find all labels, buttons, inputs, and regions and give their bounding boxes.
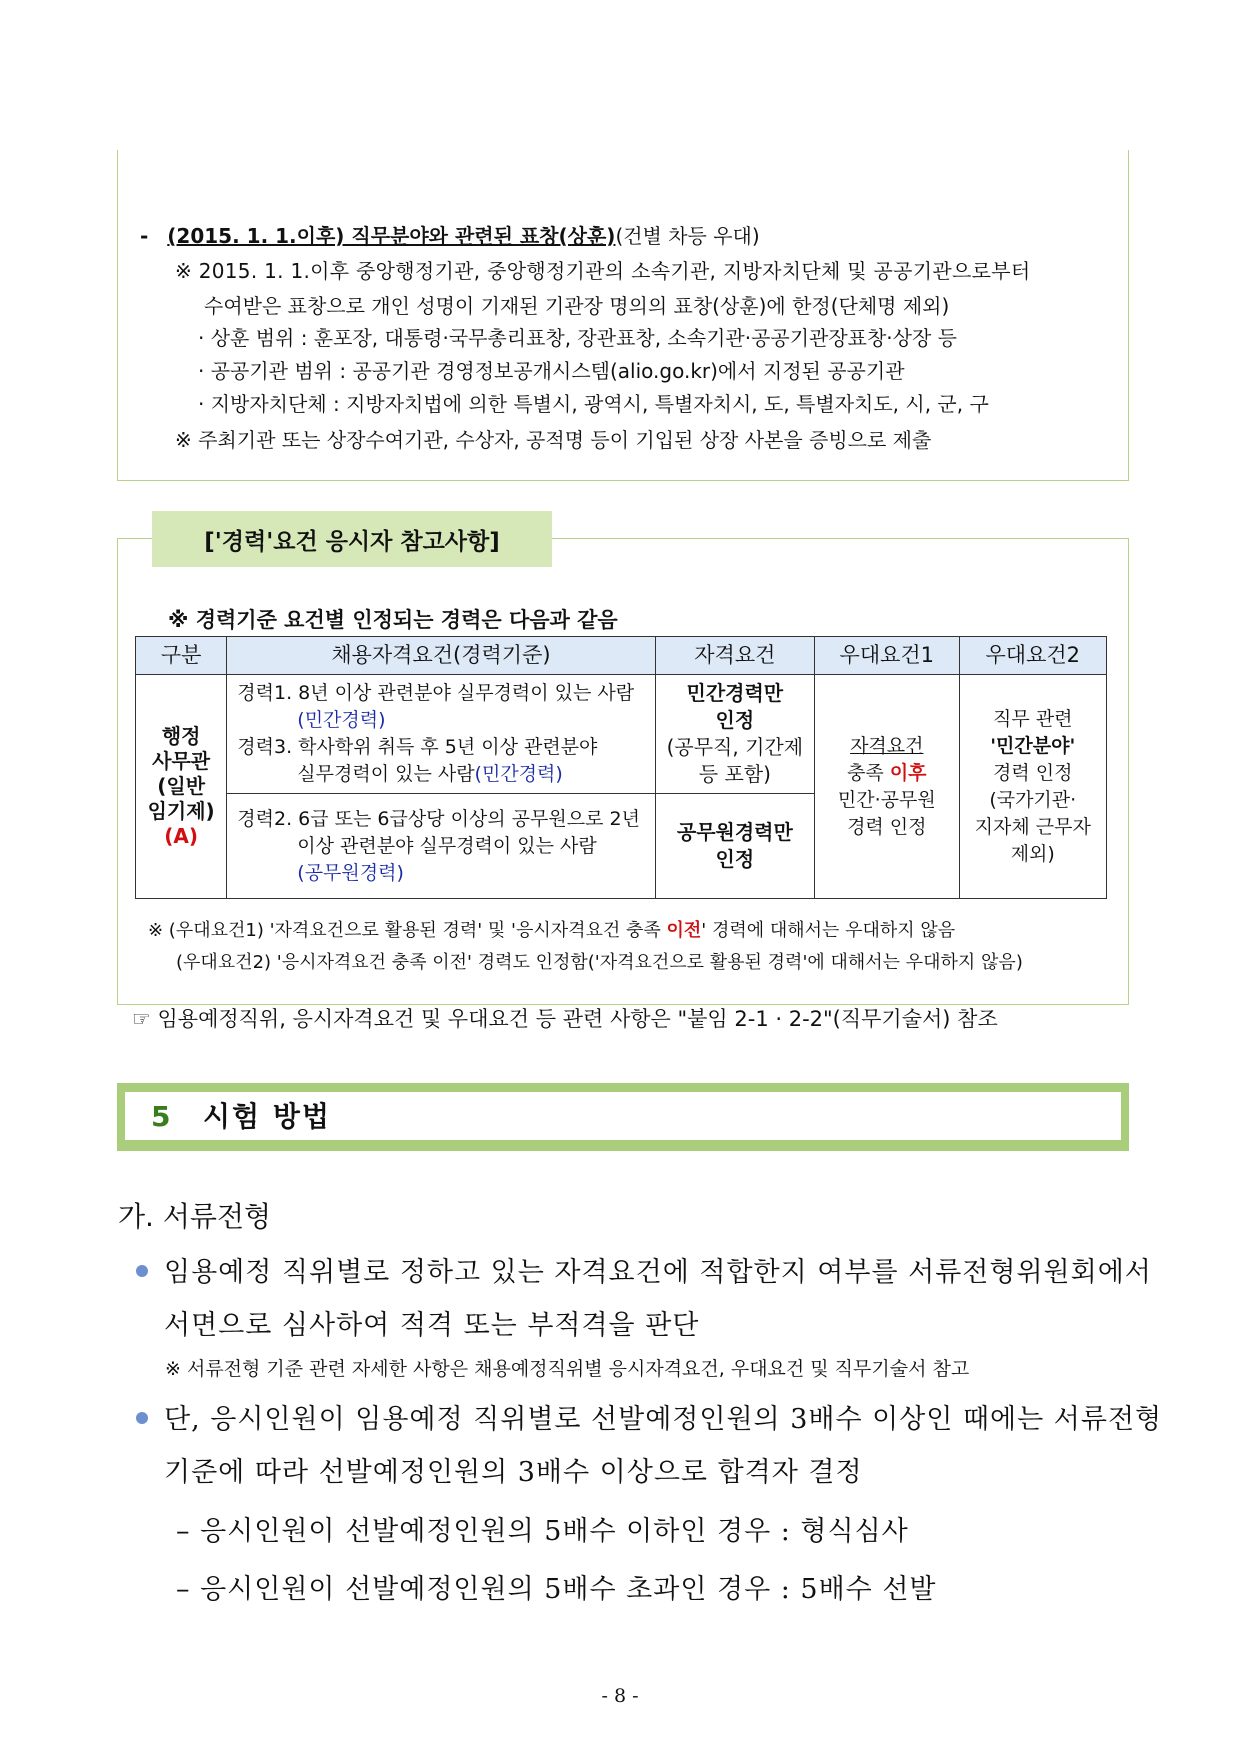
award-heading-tail: (건별 차등 우대) [615, 224, 760, 248]
experience-footnote1 [148, 916, 955, 942]
header-preference1: 우대요건1 [815, 637, 959, 675]
footnote1-text: ※ (우대요건1) '자격요건으로 활용된 경력' 및 '응시자격요건 충족 [148, 920, 667, 941]
pref2-line: '민간분야' [990, 734, 1076, 757]
header-qualification: 자격요건 [655, 637, 814, 675]
row-label [136, 675, 227, 899]
award-evidence-note: ※ 주최기관 또는 상장수여기관, 수상자, 공적명 등이 기입된 상장 사본을 증빙으로 제출 [175, 428, 932, 452]
preference2-cell [959, 675, 1106, 899]
qual-private-line: 민간경력만 [686, 681, 784, 705]
qual-private-line: 인정 [715, 708, 755, 732]
section-banner [117, 1083, 1129, 1151]
pref2-line: (국가기관· [989, 788, 1077, 811]
review-note: ※ 서류전형 기준 관련 자세한 사항은 채용예정직위별 응시자격요건, 우대요건 및 직무기술서 참고 [165, 1358, 970, 1380]
header-requirement: 채용자격요건(경력기준) [227, 637, 655, 675]
section-title: 시험 방법 [203, 1100, 331, 1133]
table-header-row [136, 637, 1107, 675]
career2-line2: 이상 관련분야 실무경력이 있는 사람 [297, 834, 597, 857]
page-number: - 8 - [601, 1685, 639, 1707]
row-label-line: (일반 [157, 774, 206, 798]
preference1-cell [815, 675, 959, 899]
award-note-line1: ※ 2015. 1. 1.이후 중앙행정기관, 중앙행정기관의 소속기관, 지방자치단체 및 공공기관으로부터 [175, 259, 1031, 283]
pref1-after: 이후 [889, 761, 927, 784]
career-private-cell [227, 675, 655, 794]
pref1-line: 자격요건 [850, 734, 924, 757]
career-public-cell [227, 794, 655, 899]
header-category: 구분 [136, 637, 227, 675]
career1-line1: 경력1. 8년 이상 관련분야 실무경력이 있는 사람 [237, 682, 635, 704]
career3-line2: 실무경력이 있는 사람 [297, 763, 475, 785]
experience-table [135, 636, 1107, 899]
bullet-icon [136, 1265, 148, 1277]
experience-footnote2: (우대요건2) '응시자격요건 충족 이전' 경력도 인정함('자격요건으로 활용된 경력'에 대해서는 우대하지 않음) [176, 952, 1023, 973]
footnote1-text-end: ' 경력에 대해서는 우대하지 않음 [701, 920, 956, 941]
award-heading [140, 224, 760, 248]
subsection-heading: 가. 서류전형 [118, 1200, 272, 1233]
career3-tag: (민간경력) [474, 763, 563, 785]
row-label-code: (A) [164, 824, 199, 848]
footnote1-before: 이전 [666, 920, 702, 941]
award-item-public-institution: · 공공기관 범위 : 공공기관 경영정보공개시스템(alio.go.kr)에서 지정된 공공기관 [198, 359, 905, 383]
career2-line1: 경력2. 6급 또는 6급상당 이상의 공무원으로 2년 [237, 807, 640, 830]
pref2-line: 경력 인정 [993, 761, 1073, 784]
bullet1-line1: 임용예정 직위별로 정하고 있는 자격요건에 적합한지 여부를 서류전형위원회에서 [164, 1257, 1152, 1288]
row-label-line: 임기제) [147, 799, 215, 823]
qual-private-note: (공무직, 기간제 [666, 735, 804, 759]
award-note-line2: 수여받은 표창으로 개인 성명이 기재된 기관장 명의의 표창(상훈)에 한정(단체명 제외) [204, 294, 950, 318]
section-number: 5 [151, 1100, 171, 1133]
qualification-private-cell [655, 675, 814, 794]
pref1-line: 민간·공무원 [837, 788, 936, 811]
qualification-public-cell [655, 794, 814, 899]
career3-line1: 경력3. 학사학위 취득 후 5년 이상 관련분야 [237, 736, 598, 758]
award-item-local-government: · 지방자치단체 : 지방자치법에 의한 특별시, 광역시, 특별자치시, 도, 특별자치도, 시, 군, 구 [198, 392, 989, 416]
reference-note: ☞ 임용예정직위, 응시자격요건 및 우대요건 등 관련 사항은 "붙임 2-1 · 2-2"(직무기술서) 참조 [132, 1007, 998, 1031]
experience-box-top-border-right [552, 538, 1128, 539]
experience-box-top-border-left [117, 538, 152, 539]
award-heading-dash: - [140, 224, 149, 248]
bullet2-line2: 기준에 따라 선발예정인원의 3배수 이상으로 합격자 결정 [164, 1457, 863, 1488]
qual-public-line: 인정 [715, 847, 755, 871]
experience-intro: ※ 경력기준 요건별 인정되는 경력은 다음과 같음 [168, 608, 618, 632]
qual-public-line: 공무원경력만 [676, 820, 793, 844]
table-row [136, 675, 1107, 794]
sub-item-five-times: – 응시인원이 선발예정인원의 5배수 초과인 경우 : 5배수 선발 [176, 1574, 937, 1605]
award-heading-main: (2015. 1. 1.이후) 직무분야와 관련된 표창(상훈) [167, 224, 616, 248]
sub-item-formal-review: – 응시인원이 선발예정인원의 5배수 이하인 경우 : 형식심사 [176, 1516, 909, 1547]
header-preference2: 우대요건2 [959, 637, 1106, 675]
bullet1-line2: 서면으로 심사하여 적격 또는 부적격을 판단 [164, 1310, 700, 1341]
experience-tab-title: ['경력'요건 응시자 참고사항] [152, 511, 552, 567]
pref2-line: 지자체 근무자 [974, 815, 1091, 838]
row-label-line: 사무관 [152, 749, 211, 773]
row-label-line: 행정 [161, 724, 201, 748]
award-item-scope: · 상훈 범위 : 훈포장, 대통령·국무총리표창, 장관표창, 소속기관·공공기관장표창·상장 등 [198, 326, 957, 350]
bullet-icon [136, 1412, 148, 1424]
qual-private-note: 등 포함) [698, 762, 771, 786]
career1-tag: (민간경력) [297, 709, 386, 731]
pref2-line: 제외) [1010, 842, 1055, 865]
pref1-line: 충족 [847, 761, 890, 784]
bullet2-line1: 단, 응시인원이 임용예정 직위별로 선발예정인원의 3배수 이상인 때에는 서류전형 [164, 1404, 1163, 1435]
career2-tag: (공무원경력) [297, 861, 404, 884]
pref2-line: 직무 관련 [993, 707, 1073, 730]
pref1-line: 경력 인정 [847, 815, 927, 838]
